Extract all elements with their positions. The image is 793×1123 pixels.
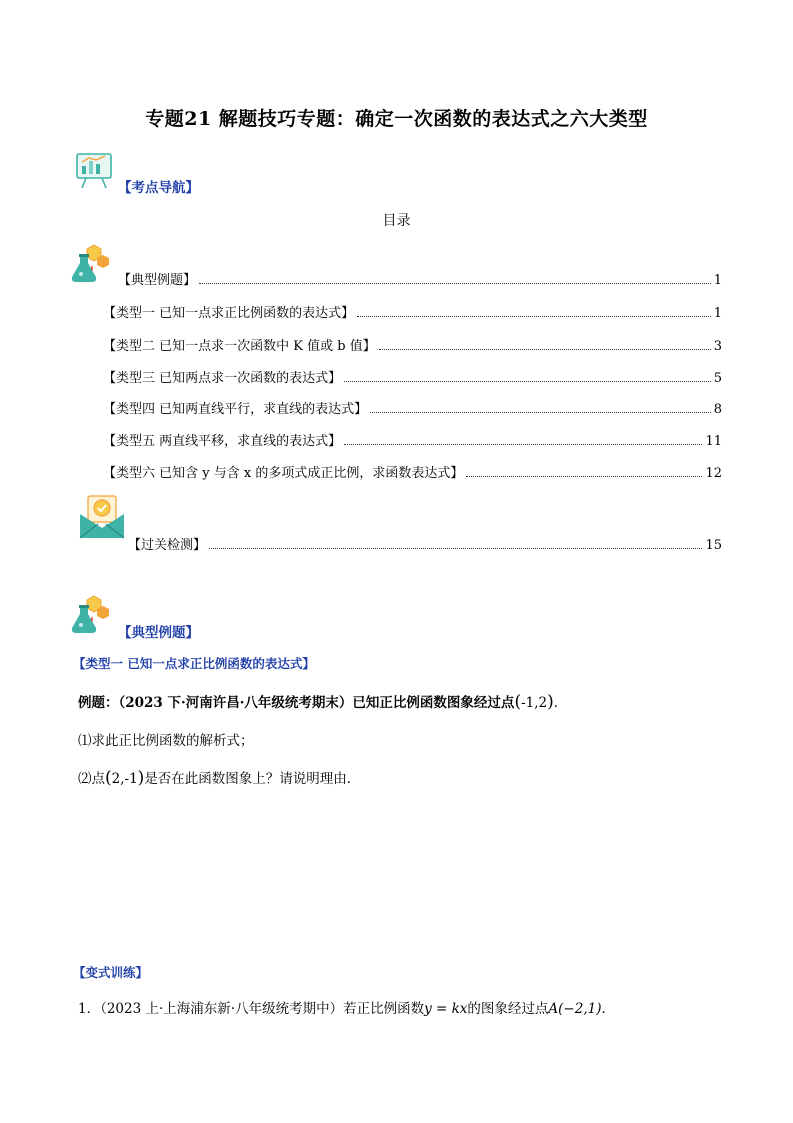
toc-leader — [370, 412, 711, 413]
point-open-paren: ( — [105, 768, 112, 788]
toc-leader — [199, 283, 711, 284]
point-close-paren: ) — [547, 692, 554, 712]
toc-item-page: 5 — [713, 371, 722, 386]
toc-item-label: 【类型五 两直线平移，求直线的表达式】 — [103, 434, 342, 449]
toc-item-page: 1 — [713, 273, 722, 288]
example-prefix: 例题：（2023 下·河南许昌·八年级统考期末）已知正比例函数图象经过点 — [78, 695, 515, 711]
exercise-prefix: 1．（2023 上·上海浦东新·八年级统考期中）若正比例函数 — [78, 1001, 425, 1017]
toc-leader — [466, 476, 702, 477]
exercise-middle: 的图象经过点 — [467, 1001, 549, 1017]
toc-item-label: 【典型例题】 — [118, 273, 197, 288]
toc-item-type3[interactable] — [103, 366, 722, 386]
example-question — [78, 691, 567, 712]
type1-heading: 【类型一 已知一点求正比例函数的表达式】 — [73, 656, 315, 671]
toc-item-type5[interactable] — [103, 429, 722, 449]
toc-item-label: 【类型一 已知一点求正比例函数的表达式】 — [103, 306, 355, 321]
question-1: ⑴求此正比例函数的解析式； — [78, 733, 254, 749]
page-title: 专题21 解题技巧专题：确定一次函数的表达式之六大类型 — [145, 108, 648, 130]
whiteboard-icon — [74, 150, 114, 190]
exercise-formula: y = kx — [424, 1001, 468, 1017]
toc-leader — [357, 316, 711, 317]
toc-leader — [344, 444, 702, 445]
toc-item-page: 12 — [705, 466, 722, 481]
toc-item-type4[interactable] — [103, 397, 722, 417]
question-2 — [78, 767, 360, 788]
toc-item-label: 【类型四 已知两直线平行，求直线的表达式】 — [103, 402, 368, 417]
toc-item-page: 15 — [705, 538, 722, 553]
q2-point: 2,-1 — [111, 771, 138, 787]
nav-heading: 【考点导航】 — [118, 180, 199, 196]
example-point: -1,2 — [521, 695, 548, 711]
toc-item-type2[interactable] — [103, 334, 722, 354]
toc-item-type6[interactable] — [103, 461, 722, 481]
toc-leader — [344, 381, 711, 382]
section-heading: 【典型例题】 — [118, 625, 199, 641]
toc-title: 目录 — [382, 213, 411, 229]
toc-leader — [379, 349, 711, 350]
toc-item-label: 【类型二 已知一点求一次函数中 K 值或 b 值】 — [103, 339, 376, 354]
q2-prefix: ⑵点 — [78, 771, 105, 787]
toc-item-page: 8 — [713, 402, 722, 417]
exercise-suffix: ． — [601, 1001, 615, 1017]
toc-item-label: 【类型三 已知两点求一次函数的表达式】 — [103, 371, 342, 386]
point-open-paren: ( — [514, 692, 522, 712]
toc-item-page: 3 — [713, 339, 722, 354]
toc-item-checkpoint[interactable] — [128, 533, 722, 553]
exercise-1 — [78, 997, 615, 1017]
toc-item-typical-examples[interactable] — [118, 268, 722, 288]
flask-icon — [70, 594, 112, 636]
variant-heading: 【变式训练】 — [73, 965, 149, 980]
envelope-check-icon — [78, 494, 126, 542]
flask-icon — [70, 243, 112, 285]
example-suffix: ． — [553, 695, 568, 711]
toc-item-type1[interactable] — [103, 301, 722, 321]
toc-item-label: 【类型六 已知含 y 与含 x 的多项式成正比例，求函数表达式】 — [103, 466, 464, 481]
toc-item-page: 1 — [713, 306, 722, 321]
point-close-paren: ) — [137, 768, 145, 788]
toc-item-label: 【过关检测】 — [128, 538, 207, 553]
toc-leader — [209, 548, 702, 549]
exercise-point: A(−2,1) — [548, 1001, 602, 1017]
q2-suffix: 是否在此函数图象上？请说明理由． — [144, 771, 361, 787]
toc-item-page: 11 — [705, 434, 722, 449]
